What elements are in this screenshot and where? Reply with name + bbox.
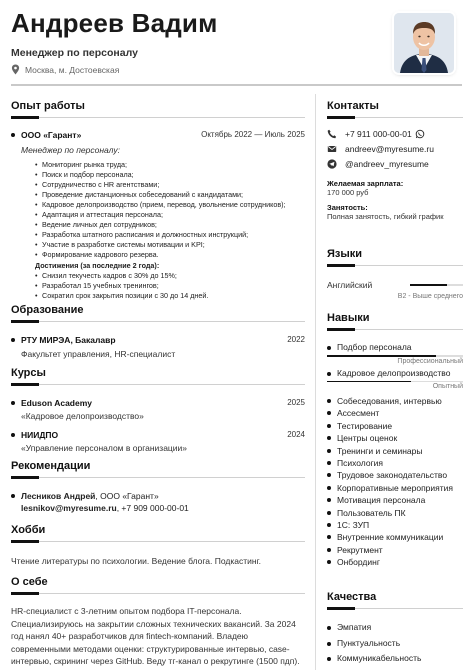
skill-level-bar [327, 355, 463, 357]
section-title: Опыт работы [11, 100, 85, 112]
bullet-dot [327, 399, 331, 403]
about-section [11, 576, 305, 668]
list-item: Онбординг [327, 556, 463, 568]
contact-email [327, 144, 463, 154]
section-title: Хобби [11, 524, 46, 536]
bullet-dot [327, 511, 331, 515]
resume-header [11, 8, 463, 82]
list-item: Корпоративные мероприятия [327, 482, 463, 494]
location-text: Москва, м. Достоевская [25, 64, 120, 75]
bullet-dot [327, 473, 331, 477]
experience-item [11, 130, 305, 301]
bullet-dot [11, 133, 15, 137]
phone-icon [327, 129, 337, 139]
employment [327, 203, 463, 221]
course-item [11, 430, 305, 453]
skill-level-fill [327, 355, 436, 357]
skill-level-bar [327, 381, 463, 383]
list-item: • Участие в разработке системы мотивации и KPI; [35, 240, 305, 250]
section-underline [327, 116, 463, 119]
employment-label: Занятость: [327, 203, 368, 212]
bullet-dot [327, 523, 331, 527]
list-item: Пунктуальность [327, 636, 463, 652]
course-year: 2024 [287, 430, 305, 439]
list-item: Собеседования, интервью [327, 395, 463, 407]
column-divider [315, 94, 316, 670]
position-title: Менеджер по персоналу: [21, 145, 120, 155]
section-underline [327, 328, 463, 331]
section-underline [11, 383, 305, 386]
school-name: РТУ МИРЭА, Бакалавр [21, 335, 116, 345]
section-title: О себе [11, 576, 48, 588]
skill-name: Подбор персонала [337, 342, 412, 352]
list-item: • Сократил срок закрытия позиции с 30 до 14 дней. [35, 291, 305, 301]
recommender-phone: , +7 909 000-00-01 [116, 503, 189, 513]
list-item: • Разработал 15 учебных тренингов; [35, 281, 305, 291]
telegram-text[interactable]: @andreev_myresume [345, 159, 429, 169]
achievements-list [35, 271, 305, 301]
course-name: «Управление персоналом в организации» [21, 443, 188, 453]
company-name: ООО «Гарант» [21, 130, 82, 140]
section-title: Навыки [327, 312, 370, 324]
list-item: Ассесмент [327, 407, 463, 419]
list-item: Тренинги и семинары [327, 445, 463, 457]
section-title: Рекомендации [11, 460, 91, 472]
section-underline [11, 540, 305, 543]
skill-level: Профессиональный [397, 357, 463, 365]
list-item: Мотивация персонала [327, 494, 463, 506]
language-item [327, 280, 463, 300]
bullet-dot [327, 657, 331, 661]
recommender-company: , ООО «Гарант» [95, 491, 159, 501]
experience-period: Октябрь 2022 — Июль 2025 [201, 130, 305, 139]
list-item: • Кадровое делопроизводство (прием, перевод, увольнение сотрудников); [35, 200, 305, 210]
bullet-dot [327, 424, 331, 428]
section-underline [11, 592, 305, 595]
bullet-dot [327, 436, 331, 440]
section-title: Курсы [11, 367, 46, 379]
bullet-dot [327, 498, 331, 502]
bullet-dot [327, 642, 331, 646]
qualities-section [327, 591, 463, 667]
location [11, 64, 119, 75]
skills-list [327, 395, 463, 569]
whatsapp-icon[interactable] [415, 129, 425, 139]
main-column [11, 100, 305, 667]
contact-telegram [327, 159, 463, 169]
bullet-dot [327, 411, 331, 415]
education-item [11, 335, 305, 359]
language-level-fill [410, 284, 447, 286]
section-underline [327, 264, 463, 267]
list-item: • Снизил текучесть кадров с 30% до 15%; [35, 271, 305, 281]
qualities-list [327, 620, 463, 667]
course-org: НИИДПО [21, 430, 59, 440]
languages-section [327, 248, 463, 300]
contacts-section [327, 100, 463, 221]
list-item: • Разработка штатного расписания и должностных инструкций; [35, 230, 305, 240]
skills-section [327, 312, 463, 569]
recommendations-section [11, 460, 305, 513]
list-item: Тестирование [327, 420, 463, 432]
list-item: 1С: ЗУП [327, 519, 463, 531]
header-divider [11, 84, 462, 86]
duties-list [35, 160, 305, 260]
salary-value: 170 000 руб [327, 188, 369, 197]
section-title: Качества [327, 591, 377, 603]
list-item: • Формирование кадрового резерва. [35, 250, 305, 260]
about-text: HR-специалист с 3-летним опытом подбора IT-персонала. Специализируюсь на закрытии сложных технических вакансий. За 2024 год нанял 40+ разработчиков для fintech-компаний. Владею современными методами оценки: структурированные интервью, case-интервью, скрининг через GitHub. Веду тг-канал о рекрутинге (1500 пдп). [11, 606, 300, 667]
salary-label: Желаемая зарплата: [327, 179, 404, 188]
bullet-dot [327, 548, 331, 552]
bullet-dot [11, 338, 15, 342]
hobby-section [11, 524, 305, 566]
list-item: Эмпатия [327, 620, 463, 636]
list-item: Психология [327, 457, 463, 469]
profile-photo [394, 13, 454, 73]
hobby-text: Чтение литературы по психологии. Ведение блога. Подкастинг. [11, 556, 261, 566]
section-underline [11, 476, 305, 479]
list-item: • Поиск и подбор персонала; [35, 170, 305, 180]
section-underline [327, 607, 463, 610]
person-name: Андреев Вадим [11, 8, 218, 38]
phone-text[interactable]: +7 911 000-00-01 [345, 129, 412, 139]
bullet-dot [327, 449, 331, 453]
list-item: • Мониторинг рынка труда; [35, 160, 305, 170]
bullet-dot [327, 535, 331, 539]
achievements-title: Достижения (за последние 2 года): [35, 261, 160, 270]
course-year: 2025 [287, 398, 305, 407]
skill-rated [327, 368, 463, 391]
recommendation-item [11, 491, 305, 513]
skill-level-fill [327, 381, 411, 383]
telegram-icon [327, 159, 337, 169]
list-item: Внутренние коммуникации [327, 531, 463, 543]
list-item: • Проведение дистанционных собеседований с кандидатами; [35, 190, 305, 200]
language-level: B2 - Выше среднего [397, 293, 463, 300]
list-item: Пользователь ПК [327, 507, 463, 519]
bullet-dot [327, 372, 331, 376]
courses-section [11, 367, 305, 453]
section-underline [11, 116, 305, 119]
job-title: Менеджер по персоналу [11, 47, 138, 59]
skill-rated [327, 342, 463, 365]
location-pin-icon [11, 64, 20, 75]
list-item: • Адаптация и аттестация персонала; [35, 210, 305, 220]
course-name: «Кадровое делопроизводство» [21, 411, 144, 421]
bullet-dot [327, 346, 331, 350]
bullet-dot [327, 486, 331, 490]
bullet-dot [11, 401, 15, 405]
bullet-dot [11, 433, 15, 437]
course-org: Eduson Academy [21, 398, 93, 408]
language-level-bar [410, 284, 463, 286]
bullet-dot [327, 461, 331, 465]
experience-section [11, 100, 305, 301]
list-item: Коммуникабельность [327, 651, 463, 667]
list-item: Центры оценок [327, 432, 463, 444]
salary [327, 179, 463, 197]
section-title: Образование [11, 304, 84, 316]
email-icon [327, 144, 337, 154]
recommender-name: Лесников Андрей [21, 491, 96, 501]
list-item: • Ведение личных дел сотрудников; [35, 220, 305, 230]
faculty: Факультет управления, HR-специалист [21, 349, 176, 359]
sidebar-column [327, 100, 463, 663]
skill-level: Опытный [432, 383, 463, 390]
skill-name: Кадровое делопроизводство [337, 367, 451, 378]
email-text[interactable]: andreev@myresume.ru [345, 144, 434, 154]
list-item: • Сотрудничество с HR агентствами; [35, 180, 305, 190]
bullet-dot [11, 494, 15, 498]
section-underline [11, 320, 305, 323]
section-title: Контакты [327, 100, 379, 112]
list-item: Трудовое законодательство [327, 469, 463, 481]
education-section [11, 304, 305, 359]
language-name: Английский [327, 280, 373, 290]
recommender-email[interactable]: lesnikov@myresume.ru [21, 503, 117, 513]
list-item: Рекрутмент [327, 544, 463, 556]
contact-phone [327, 129, 463, 139]
education-year: 2022 [287, 335, 305, 344]
course-item [11, 398, 305, 421]
section-title: Языки [327, 248, 363, 260]
bullet-dot [327, 626, 331, 630]
employment-value: Полная занятость, гибкий график [327, 212, 444, 221]
bullet-dot [327, 560, 331, 564]
